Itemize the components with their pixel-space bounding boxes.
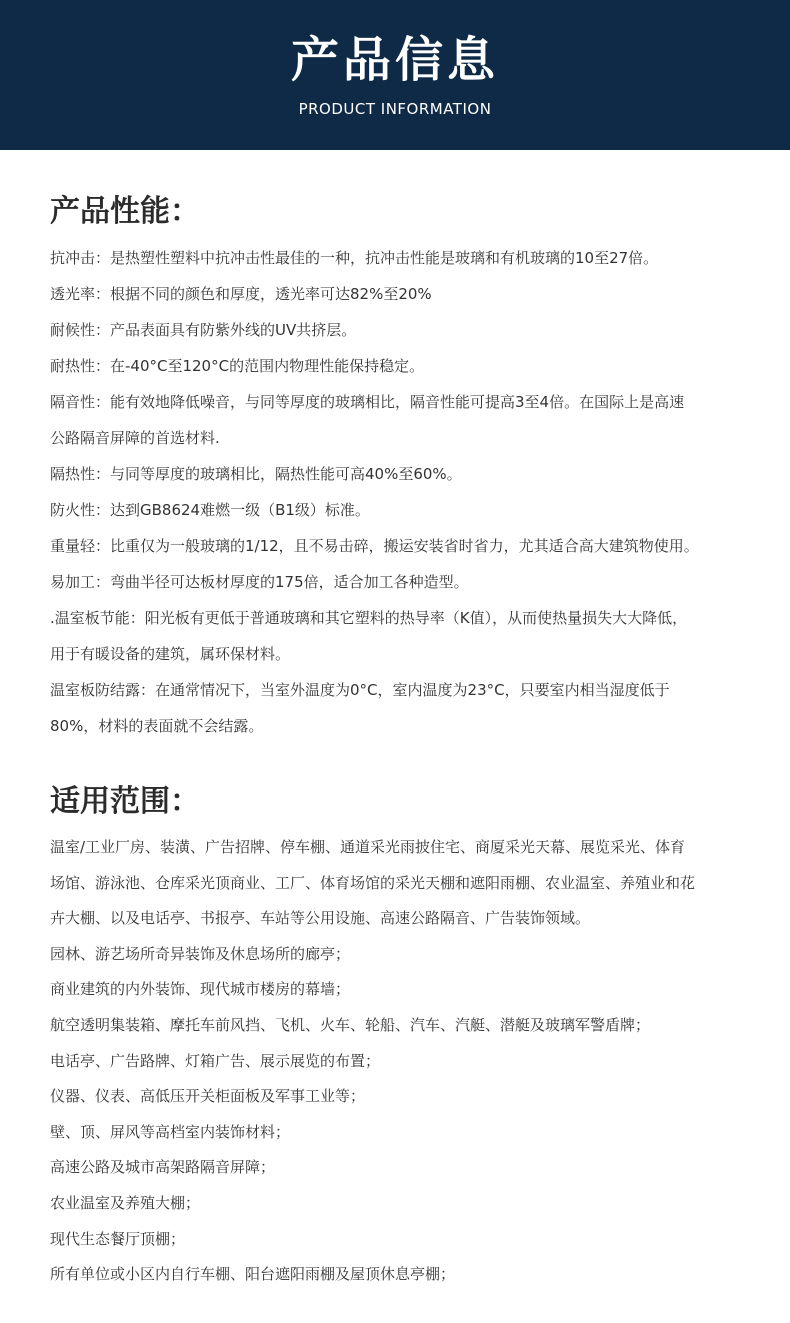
application-line: 农业温室及养殖大棚；	[50, 1193, 201, 1212]
performance-line: 耐候性：产品表面具有防紫外线的UV共挤层。	[50, 321, 357, 339]
application-line: 温室/工业厂房、装潢、广告招牌、停车棚、通道采光雨披住宅、商厦采光天幕、展览采光、体育	[50, 838, 686, 856]
application-line: 高速公路及城市高架路隔音屏障；	[50, 1158, 276, 1177]
performance-line: 用于有暖设备的建筑，属环保材料。	[50, 645, 291, 663]
performance-line: 耐热性：在-40°C至120°C的范围内物理性能保持稳定。	[50, 357, 425, 375]
applications-heading: 适用范围：	[50, 784, 200, 819]
performance-line: .温室板节能：阳光板有更低于普通玻璃和其它塑料的热导率（K值），从而使热量损失大大降低，	[50, 609, 688, 627]
performance-line: 抗冲击：是热塑性塑料中抗冲击性最佳的一种，抗冲击性能是玻璃和有机玻璃的10至27倍。	[50, 249, 659, 267]
application-line: 商业建筑的内外装饰、现代城市楼房的幕墙；	[50, 980, 351, 999]
performance-heading: 产品性能：	[50, 194, 200, 229]
application-line: 场馆、游泳池、仓库采光顶商业、工厂、体育场馆的采光天棚和遮阳雨棚、农业温室、养殖业和花	[50, 873, 696, 892]
application-line: 园林、游艺场所奇异装饰及休息场所的廊亭；	[50, 944, 351, 963]
application-line: 航空透明集装箱、摩托车前风挡、飞机、火车、轮船、汽车、汽艇、潜艇及玻璃军警盾牌；	[50, 1015, 651, 1034]
application-line: 仪器、仪表、高低压开关柜面板及军事工业等；	[50, 1087, 366, 1106]
application-line: 所有单位或小区内自行车棚、阳台遮阳雨棚及屋顶休息亭棚；	[50, 1265, 456, 1284]
performance-line: 隔音性：能有效地降低噪音，与同等厚度的玻璃相比，隔音性能可提高3至4倍。在国际上是高速	[50, 393, 685, 411]
page-title: 产品信息	[290, 32, 499, 88]
performance-line: 80%，材料的表面就不会结露。	[50, 717, 264, 735]
application-line: 卉大棚、以及电话亭、书报亭、车站等公用设施、高速公路隔音、广告装饰领域。	[50, 909, 591, 928]
performance-line: 重量轻：比重仅为一般玻璃的1/12，且不易击碎，搬运安装省时省力，尤其适合高大建筑物使用。	[50, 537, 699, 555]
application-line: 现代生态餐厅顶棚；	[50, 1229, 186, 1248]
performance-line: 易加工：弯曲半径可达板材厚度的175倍，适合加工各种造型。	[50, 573, 469, 591]
performance-line: 公路隔音屏障的首选材料.	[50, 429, 220, 447]
applications-section	[0, 744, 790, 1293]
application-line: 电话亭、广告路牌、灯箱广告、展示展览的布置；	[50, 1051, 381, 1070]
performance-section	[0, 150, 790, 744]
header-banner	[0, 0, 790, 150]
performance-line: 防火性：达到GB8624难燃一级（B1级）标准。	[50, 501, 370, 519]
performance-line: 温室板防结露：在通常情况下，当室外温度为0°C，室内温度为23°C，只要室内相当湿度低于	[50, 681, 670, 699]
page-subtitle: PRODUCT INFORMATION	[298, 100, 492, 118]
application-line: 壁、顶、屏风等高档室内装饰材料；	[50, 1122, 291, 1141]
performance-line: 隔热性：与同等厚度的玻璃相比，隔热性能可高40%至60%。	[50, 465, 462, 483]
performance-line: 透光率：根据不同的颜色和厚度，透光率可达82%至20%	[50, 285, 432, 303]
